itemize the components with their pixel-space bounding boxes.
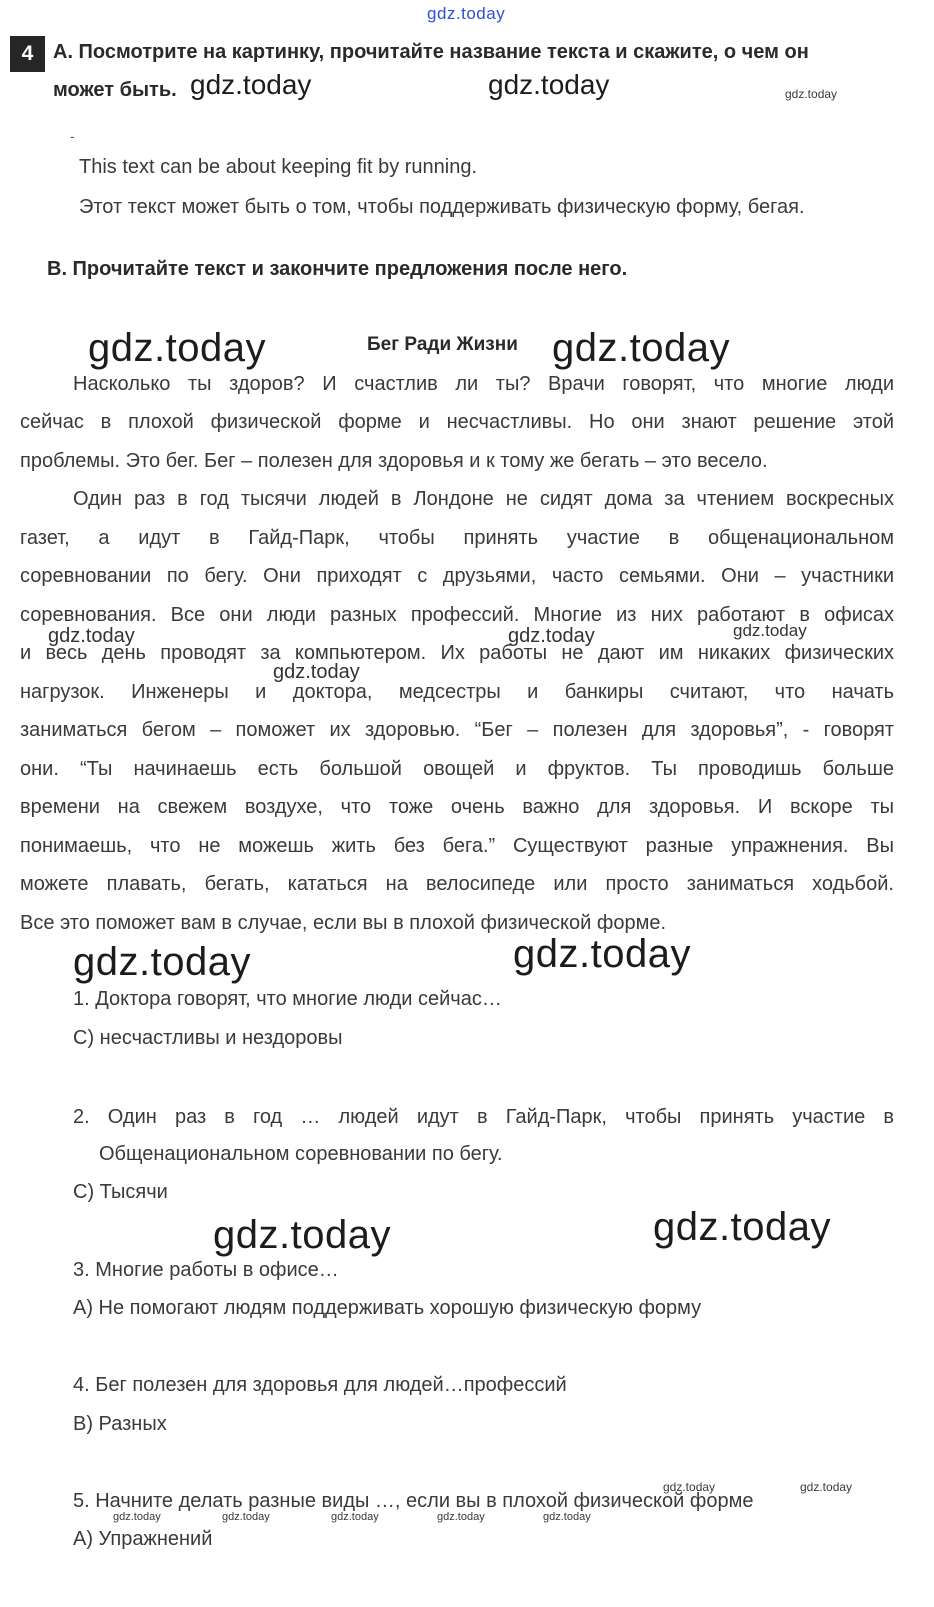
watermark: gdz.today	[785, 87, 838, 101]
article-line: соревновании по бегу. Они приходят с друзьями, часто семьями. Они – участники	[20, 565, 894, 587]
answer-5: A) Упражнений	[73, 1528, 213, 1550]
watermark: gdz.today	[488, 69, 610, 100]
answer-4: B) Разных	[73, 1413, 167, 1435]
watermark: gdz.today	[73, 940, 251, 984]
article-line: газет, а идут в Гайд-Парк, чтобы принять участие в общенациональном	[20, 527, 894, 549]
heading-a-line1: A. Посмотрите на картинку, прочитайте название текста и скажите, о чем он	[53, 41, 809, 63]
article-line: Один раз в год тысячи людей в Лондоне не сидят дома за чтением воскресных	[73, 488, 894, 510]
watermark: gdz.today	[552, 326, 730, 370]
article-line: соревнования. Все они люди разных профессий. Многие из них работают в офисах	[20, 604, 894, 626]
answer-2: C) Тысячи	[73, 1181, 168, 1203]
question-1: 1. Доктора говорят, что многие люди сейчас…	[73, 988, 502, 1010]
article-line: понимаешь, что не можешь жить без бега.” Существуют разные упражнения. Вы	[20, 835, 894, 857]
watermark: gdz.today	[543, 1511, 591, 1523]
article-line: и весь день проводят за компьютером. Их работы не дают им никаких физических	[20, 642, 894, 664]
article-line: можете плавать, бегать, кататься на велосипеде или просто заниматься ходьбой.	[20, 873, 894, 895]
watermark: gdz.today	[653, 1205, 831, 1249]
watermark: gdz.today	[733, 621, 807, 640]
watermark: gdz.today	[437, 1511, 485, 1523]
heading-b: B. Прочитайте текст и закончите предложения после него.	[47, 258, 628, 280]
answer-1: C) несчастливы и нездоровы	[73, 1027, 343, 1049]
watermark: gdz.today	[800, 1480, 853, 1494]
watermark: gdz.today	[663, 1480, 716, 1494]
question-2-line2: Общенациональном соревновании по бегу.	[99, 1143, 503, 1165]
watermark: gdz.today	[222, 1511, 270, 1523]
watermark: gdz.today	[513, 932, 691, 976]
article-line: времени на свежем воздухе, что тоже очень важно для здоровья. И вскоре ты	[20, 796, 894, 818]
answer-3: A) Не помогают людям поддерживать хорошую физическую форму	[73, 1297, 702, 1319]
article-title: Бег Ради Жизни	[367, 334, 518, 355]
answer-dash: -	[70, 128, 75, 144]
question-3: 3. Многие работы в офисе…	[73, 1259, 339, 1281]
article-line: Насколько ты здоров? И счастлив ли ты? Врачи говорят, что многие люди	[73, 373, 894, 395]
watermark: gdz.today	[508, 625, 595, 647]
watermark: gdz.today	[88, 326, 266, 370]
watermark: gdz.today	[48, 625, 135, 647]
answer-english: This text can be about keeping fit by running.	[79, 156, 478, 178]
article-line: они. “Ты начинаешь есть большой овощей и фруктов. Ты проводишь больше	[20, 758, 894, 780]
watermark: gdz.today	[331, 1511, 379, 1523]
article-line: проблемы. Это бег. Бег – полезен для здоровья и к тому же бегать – это весело.	[20, 450, 768, 472]
heading-a-line2: может быть.	[53, 79, 177, 101]
watermark: gdz.today	[190, 69, 312, 100]
question-5: 5. Начните делать разные виды …, если вы в плохой физической форме	[73, 1490, 754, 1512]
watermark: gdz.today	[213, 1213, 391, 1257]
task-number-badge: 4	[10, 36, 45, 72]
article-line: сейчас в плохой физической форме и несчастливы. Но они знают решение этой	[20, 411, 894, 433]
watermark: gdz.today	[113, 1511, 161, 1523]
article-line: нагрузок. Инженеры и доктора, медсестры и банкиры считают, что начать	[20, 681, 894, 703]
article-line: заниматься бегом – поможет их здоровью. “Бег – полезен для здоровья”, - говорят	[20, 719, 894, 741]
watermark: gdz.today	[273, 661, 360, 683]
answer-russian: Этот текст может быть о том, чтобы поддерживать физическую форму, бегая.	[79, 196, 805, 218]
question-2-line1: 2. Один раз в год … людей идут в Гайд-Парк, чтобы принять участие в	[73, 1106, 894, 1128]
watermark-top: gdz.today	[427, 4, 506, 23]
question-4: 4. Бег полезен для здоровья для людей…профессий	[73, 1374, 567, 1396]
article-line: Все это поможет вам в случае, если вы в плохой физической форме.	[20, 912, 666, 934]
